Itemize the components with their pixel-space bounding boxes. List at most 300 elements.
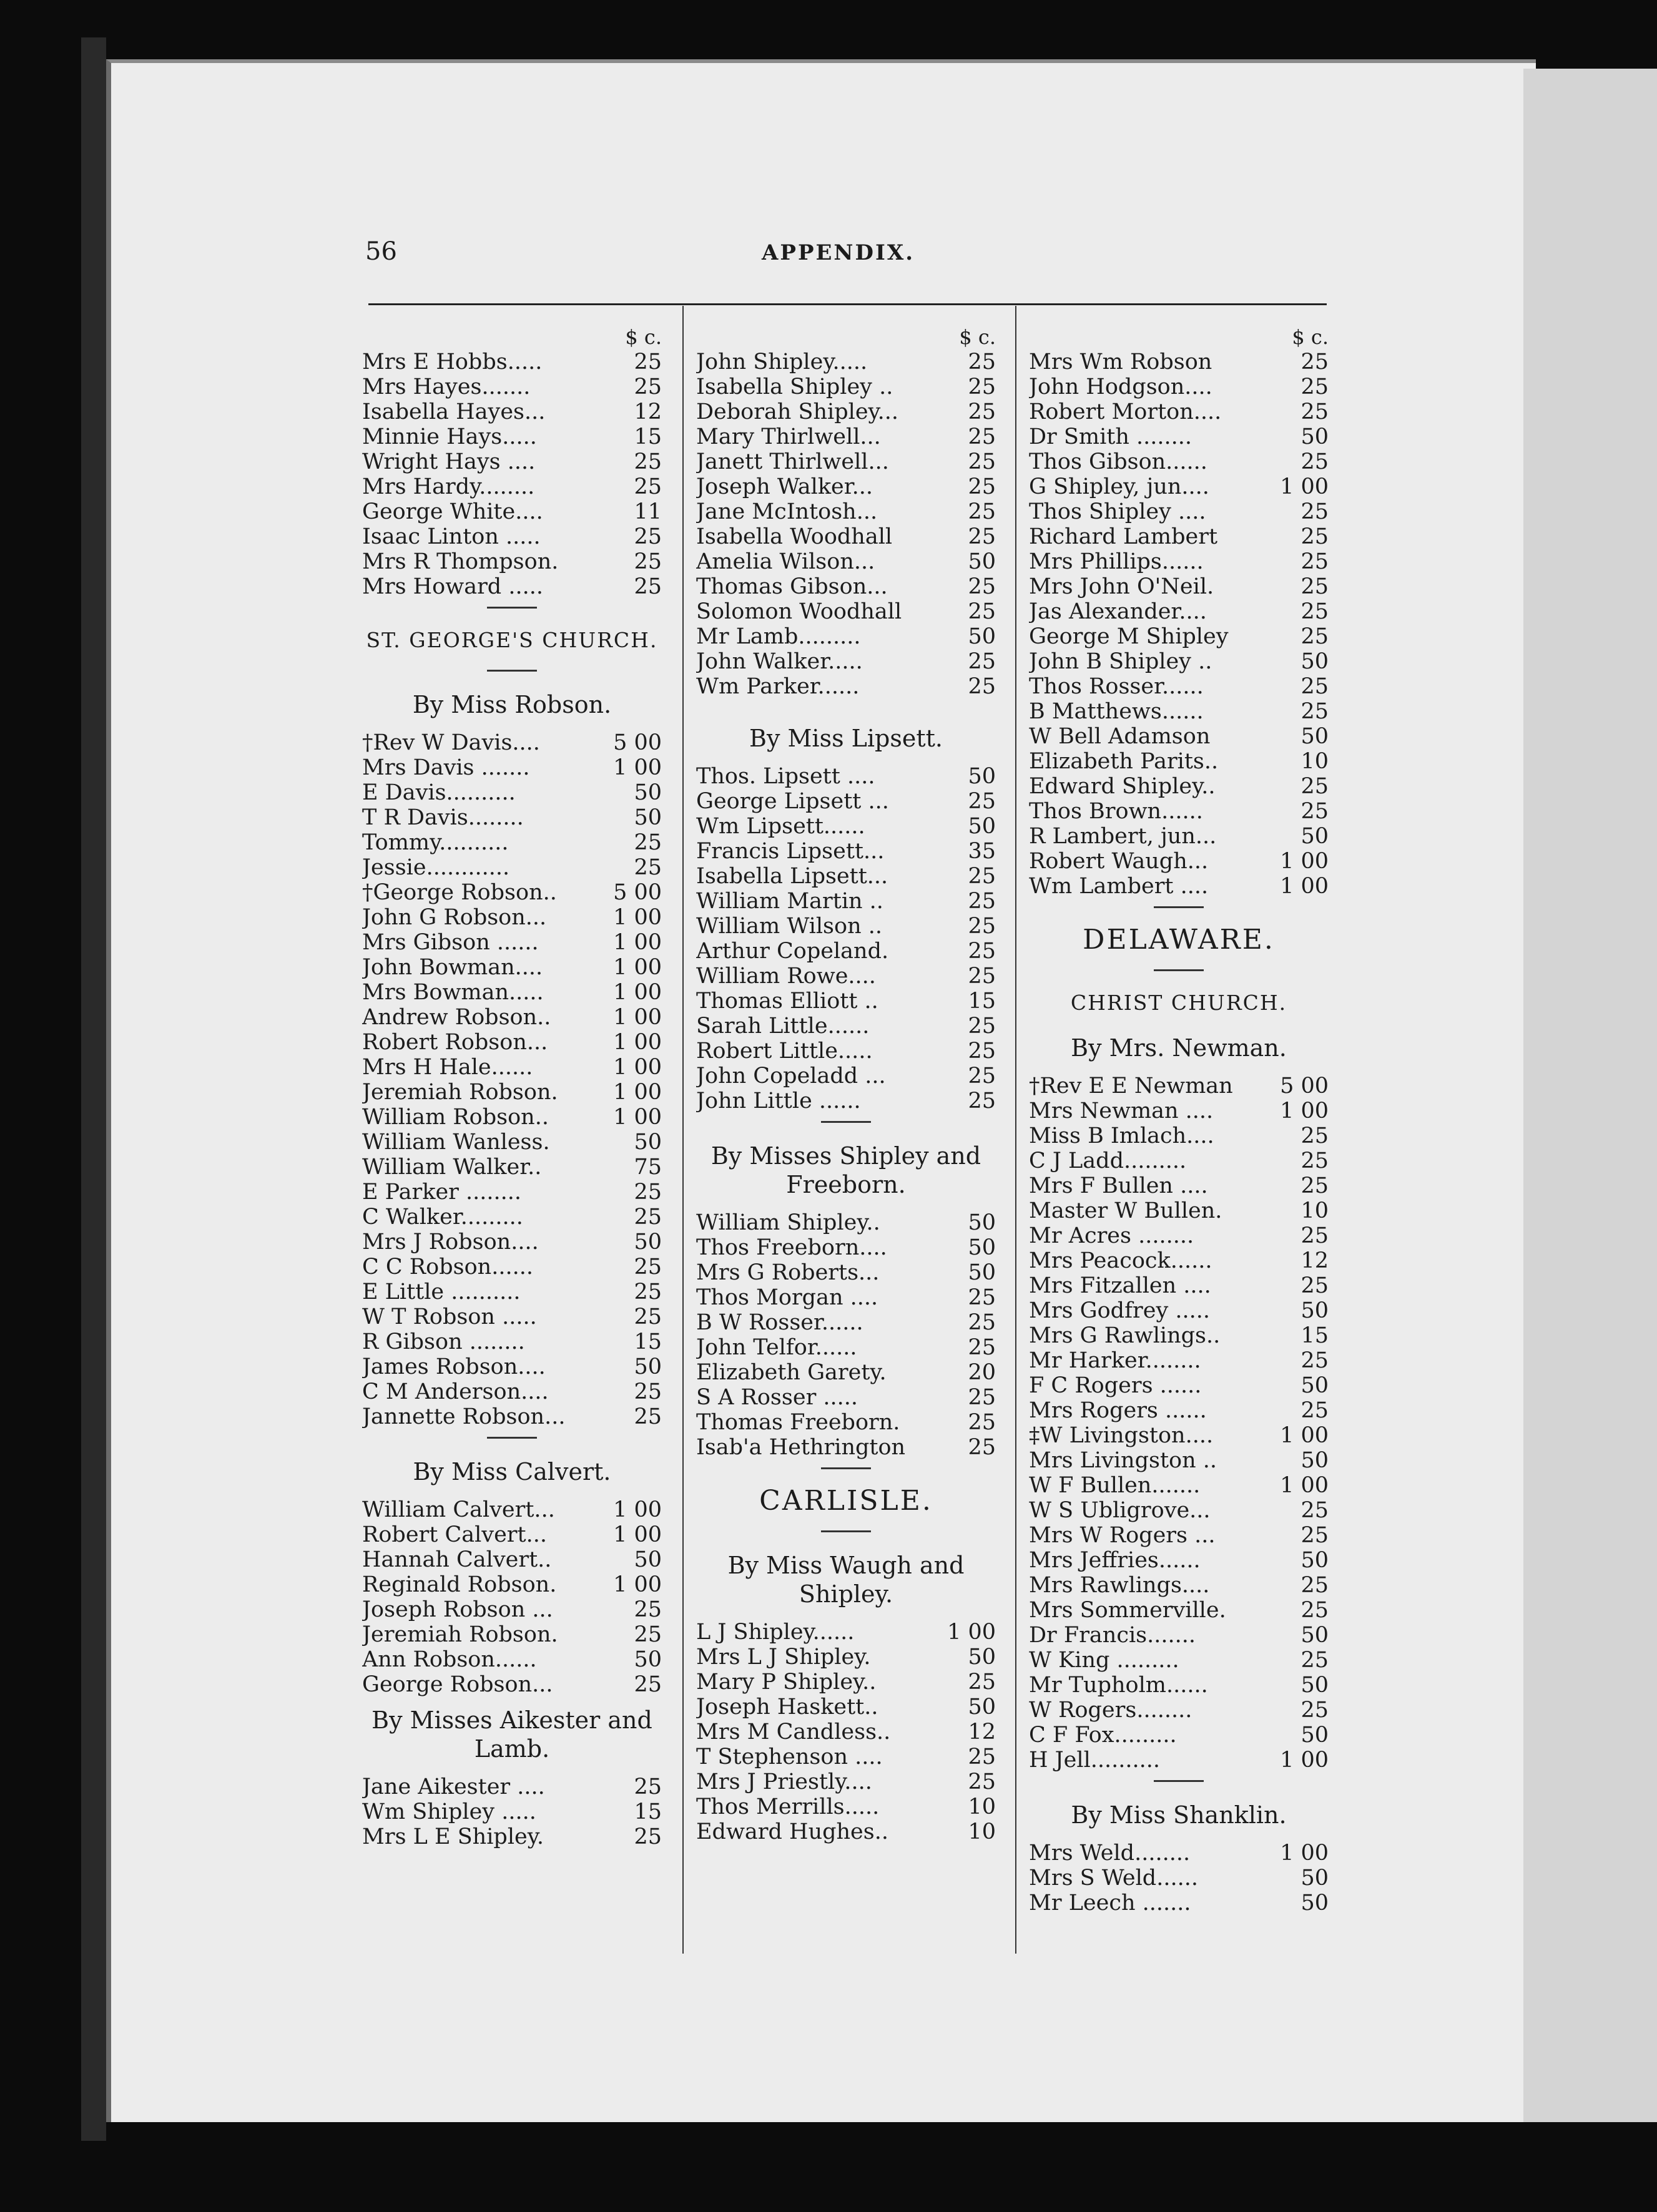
subscriber-entry xyxy=(362,1005,662,1030)
subscriber-name: L J Shipley...... xyxy=(696,1620,855,1645)
subscriber-entry xyxy=(1029,599,1329,624)
subscriber-name: Mrs J Robson.... xyxy=(362,1230,539,1255)
subscriber-entry xyxy=(362,1497,662,1522)
subscriber-entry xyxy=(696,474,996,499)
subscriber-name: Tommy.......... xyxy=(362,830,509,855)
subscriber-name: E Parker ........ xyxy=(362,1180,522,1205)
subscription-amount: 25 xyxy=(968,1410,996,1435)
column-1 xyxy=(362,325,662,1849)
subscriber-entry xyxy=(696,1645,996,1670)
subscription-amount: 25 xyxy=(1301,549,1329,574)
subscriber-name: Mrs Davis ....... xyxy=(362,755,530,780)
subscriber-name: Deborah Shipley... xyxy=(696,399,899,424)
subscriber-entry xyxy=(696,889,996,914)
subscription-amount: 25 xyxy=(1301,624,1329,649)
subscription-amount: 25 xyxy=(634,1180,662,1205)
subscriber-name: Miss B Imlach.... xyxy=(1029,1123,1214,1148)
subscriber-entry xyxy=(696,399,996,424)
subscriber-name: John B Shipley .. xyxy=(1029,649,1212,674)
subscription-amount: 35 xyxy=(968,839,996,864)
subscriber-entry xyxy=(696,1360,996,1385)
subscriber-name: Thos Brown...... xyxy=(1029,799,1203,824)
subscriber-name: C M Anderson.... xyxy=(362,1379,549,1404)
subscriber-name: Master W Bullen. xyxy=(1029,1198,1222,1223)
subscription-amount: 25 xyxy=(634,1205,662,1230)
subscriber-entry xyxy=(362,499,662,524)
subscriber-name: Wm Shipley ..... xyxy=(362,1799,536,1824)
subscription-amount: 25 xyxy=(1301,599,1329,624)
subscriber-entry xyxy=(362,1547,662,1572)
subscriber-entry xyxy=(1029,1273,1329,1298)
subscriber-entry xyxy=(362,374,662,399)
subscriber-entry xyxy=(1029,1323,1329,1348)
subscriber-name: Arthur Copeland. xyxy=(696,939,889,964)
subscriber-name: W King ......... xyxy=(1029,1648,1179,1673)
subscription-amount: 25 xyxy=(968,574,996,599)
subscriber-name: Janett Thirlwell... xyxy=(696,449,889,474)
subscriber-entry xyxy=(696,1620,996,1645)
subscriber-name: Mrs L E Shipley. xyxy=(362,1824,544,1849)
subscription-amount: 50 xyxy=(1301,1448,1329,1473)
subscription-amount: 50 xyxy=(634,1130,662,1155)
subscription-amount: 25 xyxy=(1301,524,1329,549)
currency-header: $ c. xyxy=(959,325,996,349)
subscriber-entry xyxy=(362,1404,662,1429)
subscriber-name: Jas Alexander.... xyxy=(1029,599,1207,624)
subscription-amount: 1 00 xyxy=(1280,474,1329,499)
subscriber-entry xyxy=(696,574,996,599)
subscriber-name: Joseph Haskett.. xyxy=(696,1695,878,1720)
subscription-amount: 1 00 xyxy=(613,955,662,980)
subscriber-name: Robert Little..... xyxy=(696,1039,873,1064)
subscription-amount: 10 xyxy=(1301,749,1329,774)
subscriber-entry xyxy=(696,964,996,989)
subscription-amount: 1 00 xyxy=(613,1105,662,1130)
subscriber-name: †Rev W Davis.... xyxy=(362,730,540,755)
subscriber-entry xyxy=(362,549,662,574)
subscriber-list xyxy=(362,1497,662,1697)
header-rule xyxy=(368,303,1327,305)
subscription-amount: 50 xyxy=(1301,824,1329,849)
subscriber-name: Mrs E Hobbs..... xyxy=(362,350,543,374)
subscriber-list xyxy=(1029,1841,1329,1916)
subscriber-entry xyxy=(696,1310,996,1335)
subscription-amount: 1 00 xyxy=(613,755,662,780)
subscriber-name: Mrs Phillips...... xyxy=(1029,549,1204,574)
subscriber-name: W Bell Adamson xyxy=(1029,724,1211,749)
subscriber-entry xyxy=(362,805,662,830)
subscription-amount: 25 xyxy=(968,1064,996,1089)
subscriber-name: John Walker..... xyxy=(696,649,863,674)
subscriber-entry xyxy=(1029,699,1329,724)
subscriber-entry xyxy=(362,1647,662,1672)
subscriber-name: R Lambert, jun... xyxy=(1029,824,1217,849)
subscription-amount: 25 xyxy=(968,1745,996,1769)
subscriber-list xyxy=(696,1620,996,1844)
subscriber-entry xyxy=(1029,1841,1329,1866)
subscription-amount: 25 xyxy=(968,864,996,889)
subscriber-name: Robert Waugh... xyxy=(1029,849,1209,874)
subscription-amount: 1 00 xyxy=(613,980,662,1005)
collector-heading: By Miss Calvert. xyxy=(413,1458,611,1485)
subscriber-entry xyxy=(1029,1099,1329,1123)
subscription-amount: 25 xyxy=(968,599,996,624)
subscriber-entry xyxy=(1029,1298,1329,1323)
place-heading: DELAWARE. xyxy=(1083,924,1275,956)
subscription-amount: 1 00 xyxy=(1280,849,1329,874)
subscription-amount: 1 00 xyxy=(1280,874,1329,899)
subscriber-entry xyxy=(362,1304,662,1329)
subscriber-name: Mrs G Rawlings.. xyxy=(1029,1323,1221,1348)
subscriber-entry xyxy=(696,1014,996,1039)
subscription-amount: 25 xyxy=(968,914,996,939)
subscriber-entry xyxy=(362,830,662,855)
subscription-amount: 1 00 xyxy=(613,1005,662,1030)
subscription-amount: 50 xyxy=(968,1645,996,1670)
subscriber-entry xyxy=(1029,674,1329,699)
subscription-amount: 50 xyxy=(1301,1891,1329,1916)
subscription-amount: 50 xyxy=(968,814,996,839)
subscription-amount: 1 00 xyxy=(947,1620,996,1645)
subscriber-entry xyxy=(1029,1698,1329,1723)
subscriber-name: Mrs Fitzallen .... xyxy=(1029,1273,1211,1298)
subscription-amount: 25 xyxy=(634,474,662,499)
subscriber-name: Elizabeth Parits.. xyxy=(1029,749,1219,774)
subscriber-entry xyxy=(362,1080,662,1105)
subscriber-name: Joseph Robson ... xyxy=(362,1597,553,1622)
subscriber-list xyxy=(362,730,662,1429)
subscriber-name: William Wilson .. xyxy=(696,914,883,939)
subscription-amount: 25 xyxy=(968,1769,996,1794)
subscription-amount: 25 xyxy=(1301,1273,1329,1298)
subscriber-entry xyxy=(1029,1423,1329,1448)
subscription-amount: 25 xyxy=(1301,674,1329,699)
subscriber-name: Mrs Livingston .. xyxy=(1029,1448,1217,1473)
subscription-amount: 50 xyxy=(1301,1548,1329,1573)
subscriber-entry xyxy=(362,1030,662,1055)
subscriber-entry xyxy=(362,424,662,449)
subscription-amount: 1 00 xyxy=(613,1055,662,1080)
subscription-amount: 25 xyxy=(1301,399,1329,424)
subscriber-entry xyxy=(362,980,662,1005)
subscription-amount: 1 00 xyxy=(613,1030,662,1055)
subscription-amount: 12 xyxy=(1301,1248,1329,1273)
subscription-amount: 25 xyxy=(634,1597,662,1622)
subscription-amount: 25 xyxy=(968,1385,996,1410)
subscription-amount: 25 xyxy=(1301,799,1329,824)
subscriber-name: Isabella Lipsett... xyxy=(696,864,888,889)
subscription-amount: 25 xyxy=(968,374,996,399)
subscriber-entry xyxy=(362,524,662,549)
subscriber-name: Ann Robson...... xyxy=(362,1647,537,1672)
subscriber-name: W Rogers........ xyxy=(1029,1698,1192,1723)
separator-rule xyxy=(487,670,537,672)
subscription-amount: 10 xyxy=(968,1794,996,1819)
subscriber-name: Thos Shipley .... xyxy=(1029,499,1206,524)
subscription-amount: 25 xyxy=(634,1255,662,1280)
subscription-amount: 25 xyxy=(968,1285,996,1310)
subscriber-name: Mrs Peacock...... xyxy=(1029,1248,1212,1273)
subscriber-list xyxy=(362,350,662,599)
separator-rule xyxy=(1154,1780,1204,1782)
subscription-amount: 25 xyxy=(968,424,996,449)
subscription-amount: 12 xyxy=(634,399,662,424)
subscriber-name: W F Bullen....... xyxy=(1029,1473,1201,1498)
subscriber-name: William Wanless. xyxy=(362,1130,550,1155)
subscriber-entry xyxy=(362,474,662,499)
subscriber-entry xyxy=(1029,1866,1329,1891)
subscriber-name: John Copeladd ... xyxy=(696,1064,886,1089)
subscription-amount: 25 xyxy=(1301,1398,1329,1423)
subscriber-entry xyxy=(696,789,996,814)
subscription-amount: 25 xyxy=(634,1774,662,1799)
subscriber-entry xyxy=(696,649,996,674)
subscriber-name: Mrs Bowman..... xyxy=(362,980,544,1005)
subscriber-name: Joseph Walker... xyxy=(696,474,873,499)
subscriber-entry xyxy=(1029,1148,1329,1173)
subscription-amount: 25 xyxy=(634,1622,662,1647)
subscription-amount: 50 xyxy=(968,764,996,789)
subscription-amount: 25 xyxy=(1301,1348,1329,1373)
separator-rule xyxy=(487,607,537,609)
subscription-amount: 25 xyxy=(1301,1698,1329,1723)
subscription-amount: 25 xyxy=(968,889,996,914)
subscription-amount: 1 00 xyxy=(613,930,662,955)
subscription-amount: 25 xyxy=(968,674,996,699)
subscriber-entry xyxy=(1029,649,1329,674)
subscriber-name: C J Ladd......... xyxy=(1029,1148,1187,1173)
subscriber-entry xyxy=(696,524,996,549)
subscriber-name: Mr Harker........ xyxy=(1029,1348,1201,1373)
subscriber-entry xyxy=(696,1260,996,1285)
subscriber-entry xyxy=(696,1745,996,1769)
subscription-amount: 25 xyxy=(968,939,996,964)
subscription-amount: 25 xyxy=(968,1089,996,1113)
subscription-amount: 25 xyxy=(968,789,996,814)
subscription-amount: 25 xyxy=(1301,449,1329,474)
subscription-amount: 25 xyxy=(968,350,996,374)
subscriber-name: Edward Shipley.. xyxy=(1029,774,1216,799)
subscription-amount: 50 xyxy=(968,624,996,649)
subscriber-name: Mrs Hayes....... xyxy=(362,374,531,399)
subscriber-entry xyxy=(696,1794,996,1819)
subscription-amount: 5 00 xyxy=(613,880,662,905)
page-shadow xyxy=(81,37,106,2141)
subscriber-entry xyxy=(696,764,996,789)
subscriber-entry xyxy=(362,574,662,599)
subscriber-name: Mr Acres ........ xyxy=(1029,1223,1194,1248)
subscriber-name: Thos. Lipsett .... xyxy=(696,764,875,789)
subscriber-entry xyxy=(1029,799,1329,824)
subscriber-name: Mrs Rawlings.... xyxy=(1029,1573,1210,1598)
subscriber-entry xyxy=(696,1670,996,1695)
subscriber-entry xyxy=(1029,1123,1329,1148)
subscriber-entry xyxy=(696,839,996,864)
subscriber-name: C F Fox......... xyxy=(1029,1723,1177,1748)
subscription-amount: 50 xyxy=(1301,1866,1329,1891)
subscription-amount: 1 00 xyxy=(613,1080,662,1105)
subscription-amount: 25 xyxy=(1301,1148,1329,1173)
subscription-amount: 25 xyxy=(634,830,662,855)
subscriber-entry xyxy=(362,880,662,905)
subscriber-name: Jeremiah Robson. xyxy=(362,1622,558,1647)
subscription-amount: 25 xyxy=(634,449,662,474)
subscriber-entry xyxy=(1029,1398,1329,1423)
subscription-amount: 50 xyxy=(1301,1298,1329,1323)
subscription-amount: 50 xyxy=(968,549,996,574)
subscriber-name: Mrs Jeffries...... xyxy=(1029,1548,1201,1573)
subscriber-entry xyxy=(362,755,662,780)
subscriber-name: James Robson.... xyxy=(362,1354,546,1379)
subscriber-entry xyxy=(696,1769,996,1794)
subscriber-entry xyxy=(1029,374,1329,399)
subscriber-name: William Martin .. xyxy=(696,889,883,914)
subscriber-entry xyxy=(1029,424,1329,449)
subscriber-name: Mrs Howard ..... xyxy=(362,574,543,599)
subscriber-name: E Davis.......... xyxy=(362,780,516,805)
subscription-amount: 75 xyxy=(634,1155,662,1180)
collector-heading: By Miss Robson. xyxy=(412,691,612,718)
subscriber-name: S A Rosser ..... xyxy=(696,1385,858,1410)
subscriber-name: Mrs R Thompson. xyxy=(362,549,559,574)
subscription-amount: 50 xyxy=(1301,724,1329,749)
subscriber-name: C C Robson...... xyxy=(362,1255,533,1280)
subscriber-name: Edward Hughes.. xyxy=(696,1819,888,1844)
subscriber-entry xyxy=(696,674,996,699)
subscriber-name: Jeremiah Robson. xyxy=(362,1080,558,1105)
subscriber-list xyxy=(696,764,996,1113)
subscriber-entry xyxy=(362,855,662,880)
subscriber-list xyxy=(1029,1074,1329,1773)
subscriber-entry xyxy=(362,1255,662,1280)
subscription-amount: 25 xyxy=(968,649,996,674)
subscriber-entry xyxy=(1029,499,1329,524)
subscriber-name: John Hodgson.... xyxy=(1029,374,1212,399)
subscription-amount: 25 xyxy=(1301,574,1329,599)
subscription-amount: 50 xyxy=(634,1230,662,1255)
subscription-amount: 50 xyxy=(1301,649,1329,674)
subscriber-name: Thomas Elliott .. xyxy=(696,989,878,1014)
subscriber-entry xyxy=(696,624,996,649)
subscriber-entry xyxy=(1029,524,1329,549)
subscriber-name: Elizabeth Garety. xyxy=(696,1360,887,1385)
subscriber-name: Dr Francis....... xyxy=(1029,1623,1196,1648)
subscriber-name: Isaac Linton ..... xyxy=(362,524,541,549)
subscriber-name: George Lipsett ... xyxy=(696,789,889,814)
subscriber-entry xyxy=(1029,474,1329,499)
subscription-amount: 50 xyxy=(968,1235,996,1260)
subscriber-list xyxy=(696,350,996,699)
subscriber-name: Thomas Freeborn. xyxy=(696,1410,900,1435)
subscriber-name: Mary Thirlwell... xyxy=(696,424,881,449)
column-divider xyxy=(1015,306,1016,1954)
subscriber-name: Thomas Gibson... xyxy=(696,574,888,599)
subscriber-entry xyxy=(696,499,996,524)
subscription-amount: 10 xyxy=(1301,1198,1329,1223)
subscriber-name: Mrs H Hale...... xyxy=(362,1055,533,1080)
subscriber-name: ‡W Livingston.... xyxy=(1029,1423,1214,1448)
collector-heading: By Misses Aikester and Lamb. xyxy=(371,1706,652,1763)
subscriber-name: Andrew Robson.. xyxy=(362,1005,551,1030)
subscriber-name: F C Rogers ...... xyxy=(1029,1373,1202,1398)
column-3 xyxy=(1029,325,1329,1916)
subscriber-name: Mrs M Candless.. xyxy=(696,1720,891,1745)
subscriber-entry xyxy=(696,599,996,624)
subscriber-entry xyxy=(362,1230,662,1255)
subscriber-entry xyxy=(1029,1198,1329,1223)
subscriber-entry xyxy=(1029,574,1329,599)
subscriber-entry xyxy=(696,374,996,399)
subscription-amount: 25 xyxy=(968,1335,996,1360)
collector-heading: By Miss Shanklin. xyxy=(1071,1801,1287,1829)
subscription-amount: 25 xyxy=(1301,699,1329,724)
subscriber-name: Mrs W Rogers ... xyxy=(1029,1523,1216,1548)
subscriber-name: Isab'a Hethrington xyxy=(696,1435,906,1460)
subscriber-entry xyxy=(1029,824,1329,849)
subscriber-name: John Shipley..... xyxy=(696,350,868,374)
subscriber-entry xyxy=(362,1354,662,1379)
subscription-amount: 50 xyxy=(634,1547,662,1572)
subscription-amount: 25 xyxy=(968,449,996,474)
facing-page-edge xyxy=(1523,69,1657,2122)
subscriber-name: John Little ...... xyxy=(696,1089,861,1113)
subscriber-entry xyxy=(696,1695,996,1720)
subscriber-name: Jane McIntosh... xyxy=(696,499,878,524)
subscriber-name: Mrs Sommerville. xyxy=(1029,1598,1226,1623)
subscriber-entry xyxy=(1029,724,1329,749)
column-2 xyxy=(696,325,996,1844)
collector-heading: By Miss Waugh and Shipley. xyxy=(727,1552,965,1608)
subscriber-entry xyxy=(362,930,662,955)
subscriber-entry xyxy=(1029,1891,1329,1916)
subscriber-entry xyxy=(696,914,996,939)
subscriber-name: William Robson.. xyxy=(362,1105,549,1130)
subscriber-name: Mrs Newman .... xyxy=(1029,1099,1214,1123)
subscriber-name: Richard Lambert xyxy=(1029,524,1218,549)
subscriber-entry xyxy=(362,1522,662,1547)
subscriber-entry xyxy=(1029,849,1329,874)
subscriber-entry xyxy=(362,905,662,930)
subscriber-name: Solomon Woodhall xyxy=(696,599,902,624)
subscriber-name: Sarah Little...... xyxy=(696,1014,870,1039)
subscriber-name: Dr Smith ........ xyxy=(1029,424,1192,449)
subscription-amount: 15 xyxy=(634,1799,662,1824)
subscription-amount: 12 xyxy=(968,1720,996,1745)
subscriber-name: John Bowman.... xyxy=(362,955,543,980)
subscriber-name: Jannette Robson... xyxy=(362,1404,566,1429)
subscription-amount: 5 00 xyxy=(613,730,662,755)
subscriber-list xyxy=(696,1210,996,1460)
subscriber-name: E Little .......... xyxy=(362,1280,521,1304)
subscription-amount: 25 xyxy=(1301,1648,1329,1673)
subscriber-name: G Shipley, jun.... xyxy=(1029,474,1209,499)
subscriber-name: George Robson... xyxy=(362,1672,553,1697)
subscription-amount: 25 xyxy=(634,1280,662,1304)
subscriber-entry xyxy=(1029,1074,1329,1099)
subscriber-entry xyxy=(1029,749,1329,774)
subscription-amount: 25 xyxy=(968,1014,996,1039)
subscriber-entry xyxy=(362,1799,662,1824)
subscriber-entry xyxy=(1029,1523,1329,1548)
subscriber-entry xyxy=(696,989,996,1014)
subscription-amount: 50 xyxy=(1301,424,1329,449)
subscription-amount: 1 00 xyxy=(1280,1748,1329,1773)
subscriber-name: T Stephenson .... xyxy=(696,1745,883,1769)
subscriber-entry xyxy=(1029,1173,1329,1198)
subscriber-entry xyxy=(696,1385,996,1410)
subscriber-entry xyxy=(696,1435,996,1460)
subscription-amount: 1 00 xyxy=(1280,1423,1329,1448)
